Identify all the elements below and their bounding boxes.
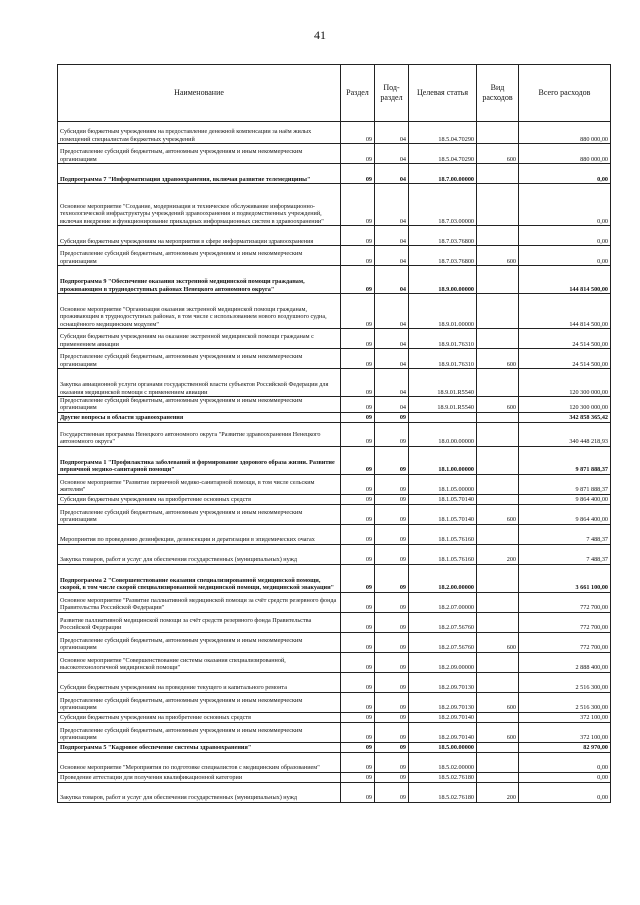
- row-subsection: 04: [375, 294, 409, 329]
- row-total: 9 864 400,00: [519, 494, 611, 504]
- row-name: Подпрограмма 1 "Профилактика заболеваний и формирование здорового образа жизни. Развитие первичной медико-санитарной помощи": [58, 446, 341, 474]
- table-row: [58, 422, 611, 446]
- row-target-article: 18.5.04.70290: [409, 144, 477, 164]
- row-section: 09: [341, 524, 375, 544]
- row-target-article: 18.0.00.00000: [409, 422, 477, 446]
- row-expense-kind: [477, 412, 519, 422]
- row-name: Предоставление субсидий бюджетным, автономным учреждениям и иным некоммерческим организациям: [58, 349, 341, 369]
- row-target-article: 18.1.05.70140: [409, 504, 477, 524]
- row-expense-kind: [477, 329, 519, 349]
- table-row: [58, 294, 611, 329]
- table-body: [58, 122, 611, 803]
- table-row: [58, 782, 611, 802]
- row-subsection: 04: [375, 122, 409, 144]
- row-target-article: 18.2.07.56760: [409, 632, 477, 652]
- row-target-article: 18.7.00.00000: [409, 164, 477, 184]
- row-total: 0,00: [519, 226, 611, 246]
- row-expense-kind: [477, 122, 519, 144]
- row-target-article: 18.1.05.76160: [409, 544, 477, 564]
- row-section: 09: [341, 782, 375, 802]
- row-total: 772 700,00: [519, 632, 611, 652]
- row-subsection: 04: [375, 226, 409, 246]
- table-row: [58, 592, 611, 612]
- row-name: Предоставление субсидий бюджетным, автономным учреждениям и иным некоммерческим организациям: [58, 397, 341, 413]
- row-expense-kind: [477, 564, 519, 592]
- row-section: 09: [341, 742, 375, 752]
- row-expense-kind: [477, 592, 519, 612]
- row-subsection: 09: [375, 412, 409, 422]
- row-section: 09: [341, 446, 375, 474]
- row-total: 9 864 400,00: [519, 504, 611, 524]
- row-total: 0,00: [519, 164, 611, 184]
- row-expense-kind: 600: [477, 144, 519, 164]
- row-section: 09: [341, 544, 375, 564]
- row-section: 09: [341, 672, 375, 692]
- row-target-article: [409, 412, 477, 422]
- row-expense-kind: 600: [477, 692, 519, 712]
- row-section: 09: [341, 722, 375, 742]
- row-expense-kind: [477, 266, 519, 294]
- table-row: [58, 412, 611, 422]
- row-section: 09: [341, 122, 375, 144]
- row-target-article: 18.9.01.R5540: [409, 369, 477, 397]
- row-target-article: 18.1.05.00000: [409, 474, 477, 494]
- row-target-article: 18.7.03.76800: [409, 246, 477, 266]
- row-name: Субсидии бюджетным учреждениям на приобретение основных средств: [58, 494, 341, 504]
- row-name: Субсидии бюджетным учреждениям на предоставление денежной компенсации за наём жилых помещений специалистам бюджетных учреждений: [58, 122, 341, 144]
- table-row: [58, 494, 611, 504]
- row-total: 0,00: [519, 772, 611, 782]
- row-name: Подпрограмма 9 "Обеспечение оказания экстренной медицинской помощи гражданам, проживающим в труднодоступных районах Ненецкого автономного округа": [58, 266, 341, 294]
- row-section: 09: [341, 266, 375, 294]
- row-section: 09: [341, 422, 375, 446]
- row-target-article: 18.1.00.00000: [409, 446, 477, 474]
- row-expense-kind: 600: [477, 397, 519, 413]
- row-name: Основное мероприятие "Создание, модернизация и техническое обслуживание информационно-технологической инфраструктуры учреждений здравоохранения и подведомственных учреждений, включая внедрение и функционирование прикладных информационных систем в здравоохранении": [58, 184, 341, 226]
- row-section: 09: [341, 592, 375, 612]
- row-expense-kind: 600: [477, 504, 519, 524]
- row-name: Основное мероприятие "Совершенствование системы оказания специализированной, высокотехнологичной медицинской помощи": [58, 652, 341, 672]
- row-subsection: 04: [375, 266, 409, 294]
- row-total: 372 100,00: [519, 712, 611, 722]
- row-total: 880 000,00: [519, 122, 611, 144]
- row-section: 09: [341, 772, 375, 782]
- row-name: Основное мероприятие "Развитие паллиативной медицинской помощи за счёт средств резервного фонда Правительства Российской Федерации": [58, 592, 341, 612]
- table-row: [58, 612, 611, 632]
- row-total: 24 514 500,00: [519, 349, 611, 369]
- row-name: Предоставление субсидий бюджетным, автономным учреждениям и иным некоммерческим организациям: [58, 632, 341, 652]
- row-subsection: 09: [375, 742, 409, 752]
- row-section: 09: [341, 632, 375, 652]
- row-section: 09: [341, 494, 375, 504]
- row-subsection: 04: [375, 397, 409, 413]
- row-subsection: 09: [375, 474, 409, 494]
- row-target-article: 18.5.04.70290: [409, 122, 477, 144]
- row-subsection: 09: [375, 612, 409, 632]
- row-expense-kind: [477, 294, 519, 329]
- row-section: 09: [341, 752, 375, 772]
- table-row: [58, 504, 611, 524]
- row-subsection: 09: [375, 544, 409, 564]
- row-total: 0,00: [519, 184, 611, 226]
- row-section: 09: [341, 692, 375, 712]
- row-total: 3 661 100,00: [519, 564, 611, 592]
- row-total: 342 858 365,42: [519, 412, 611, 422]
- row-subsection: 09: [375, 504, 409, 524]
- row-subsection: 04: [375, 246, 409, 266]
- table-row: [58, 144, 611, 164]
- header-section: Раздел: [341, 65, 375, 122]
- row-total: 9 871 888,37: [519, 474, 611, 494]
- table-row: [58, 246, 611, 266]
- row-subsection: 04: [375, 329, 409, 349]
- row-subsection: 09: [375, 712, 409, 722]
- row-expense-kind: [477, 474, 519, 494]
- row-total: 120 300 000,00: [519, 369, 611, 397]
- table-row: [58, 524, 611, 544]
- table-row: [58, 446, 611, 474]
- row-expense-kind: [477, 422, 519, 446]
- row-name: Основное мероприятие "Организация оказания экстренной медицинской помощи гражданам, проживающим в труднодоступных районах, в том числе с использованием нового воздушного судна, оснащённого медицинским модулем": [58, 294, 341, 329]
- row-subsection: 09: [375, 592, 409, 612]
- row-total: 0,00: [519, 246, 611, 266]
- row-total: 2 516 300,00: [519, 692, 611, 712]
- table-row: [58, 544, 611, 564]
- row-subsection: 09: [375, 422, 409, 446]
- table-row: [58, 722, 611, 742]
- row-target-article: 18.2.07.00000: [409, 592, 477, 612]
- row-target-article: 18.5.00.00000: [409, 742, 477, 752]
- row-total: 340 448 218,93: [519, 422, 611, 446]
- row-section: 09: [341, 164, 375, 184]
- row-name: Развитие паллиативной медицинской помощи за счёт средств резервного фонда Правительства Российской Федерации: [58, 612, 341, 632]
- row-expense-kind: [477, 612, 519, 632]
- header-subsection: Под- раздел: [375, 65, 409, 122]
- row-section: 09: [341, 474, 375, 494]
- table-row: [58, 164, 611, 184]
- row-name: Предоставление субсидий бюджетным, автономным учреждениям и иным некоммерческим организациям: [58, 692, 341, 712]
- row-subsection: 09: [375, 564, 409, 592]
- row-name: Закупка товаров, работ и услуг для обеспечения государственных (муниципальных) нужд: [58, 782, 341, 802]
- row-subsection: 09: [375, 692, 409, 712]
- row-name: Основное мероприятие "Мероприятия по подготовке специалистов с медицинским образованием": [58, 752, 341, 772]
- row-name: Субсидии бюджетным учреждениям на мероприятия в сфере информатизации здравоохранения: [58, 226, 341, 246]
- row-expense-kind: 200: [477, 782, 519, 802]
- row-target-article: 18.5.02.76180: [409, 782, 477, 802]
- budget-table: [57, 64, 611, 803]
- row-total: 880 000,00: [519, 144, 611, 164]
- row-name: Государственная программа Ненецкого автономного округа "Развитие здравоохранения Ненецкого автономного округа": [58, 422, 341, 446]
- row-subsection: 09: [375, 632, 409, 652]
- table-row: [58, 329, 611, 349]
- row-expense-kind: [477, 772, 519, 782]
- row-target-article: 18.9.01.00000: [409, 294, 477, 329]
- row-section: 09: [341, 349, 375, 369]
- row-total: 144 814 500,00: [519, 294, 611, 329]
- row-section: 09: [341, 294, 375, 329]
- table-row: [58, 712, 611, 722]
- row-expense-kind: 600: [477, 349, 519, 369]
- row-target-article: 18.9.01.R5540: [409, 397, 477, 413]
- row-subsection: 09: [375, 672, 409, 692]
- row-name: Подпрограмма 2 "Совершенствование оказания специализированной медицинской помощи, скорой, в том числе скорой специализированной медицинской помощи, медицинской эвакуации": [58, 564, 341, 592]
- row-subsection: 04: [375, 184, 409, 226]
- table-row: [58, 632, 611, 652]
- row-section: 09: [341, 226, 375, 246]
- row-target-article: 18.9.01.76310: [409, 349, 477, 369]
- row-subsection: 09: [375, 722, 409, 742]
- row-total: 24 514 500,00: [519, 329, 611, 349]
- row-target-article: 18.2.07.56760: [409, 612, 477, 632]
- row-section: 09: [341, 246, 375, 266]
- table-row: [58, 564, 611, 592]
- table-header-row: [58, 65, 611, 122]
- row-target-article: 18.1.05.70140: [409, 494, 477, 504]
- row-name: Закупка авиационной услуги органами государственной власти субъектов Российской Федерации для оказания медицинской помощи с применением авиации: [58, 369, 341, 397]
- page-number: 41: [314, 28, 326, 42]
- row-subsection: 09: [375, 782, 409, 802]
- row-section: 09: [341, 712, 375, 722]
- table-row: [58, 672, 611, 692]
- table-row: [58, 397, 611, 413]
- row-subsection: 04: [375, 164, 409, 184]
- table-row: [58, 652, 611, 672]
- row-total: 0,00: [519, 782, 611, 802]
- row-expense-kind: [477, 164, 519, 184]
- header-total: Всего расходов: [519, 65, 611, 122]
- table-row: [58, 349, 611, 369]
- row-section: 09: [341, 184, 375, 226]
- row-target-article: 18.2.09.70130: [409, 672, 477, 692]
- row-target-article: 18.1.05.76160: [409, 524, 477, 544]
- row-section: 09: [341, 564, 375, 592]
- row-subsection: 04: [375, 349, 409, 369]
- row-target-article: 18.5.02.00000: [409, 752, 477, 772]
- row-section: 09: [341, 612, 375, 632]
- row-expense-kind: 600: [477, 246, 519, 266]
- row-subsection: 09: [375, 524, 409, 544]
- row-expense-kind: [477, 524, 519, 544]
- row-total: 772 700,00: [519, 612, 611, 632]
- row-subsection: 09: [375, 772, 409, 782]
- header-name: Наименование: [58, 65, 341, 122]
- row-name: Другие вопросы в области здравоохранения: [58, 412, 341, 422]
- row-expense-kind: 600: [477, 632, 519, 652]
- row-expense-kind: [477, 672, 519, 692]
- row-target-article: 18.7.03.00000: [409, 184, 477, 226]
- row-name: Подпрограмма 7 "Информатизация здравоохранения, включая развитие телемедицины": [58, 164, 341, 184]
- row-name: Субсидии бюджетным учреждениям на проведение текущего и капитального ремонта: [58, 672, 341, 692]
- row-target-article: 18.9.00.00000: [409, 266, 477, 294]
- row-expense-kind: [477, 742, 519, 752]
- row-subsection: 09: [375, 446, 409, 474]
- row-total: 7 488,37: [519, 544, 611, 564]
- row-expense-kind: [477, 226, 519, 246]
- header-expense-kind: Вид расходов: [477, 65, 519, 122]
- table-row: [58, 369, 611, 397]
- row-expense-kind: [477, 652, 519, 672]
- row-total: 772 700,00: [519, 592, 611, 612]
- row-expense-kind: [477, 712, 519, 722]
- row-target-article: 18.2.09.70130: [409, 692, 477, 712]
- row-total: 0,00: [519, 752, 611, 772]
- table-row: [58, 752, 611, 772]
- row-expense-kind: 600: [477, 722, 519, 742]
- table-row: [58, 184, 611, 226]
- table-row: [58, 772, 611, 782]
- row-target-article: 18.2.00.00000: [409, 564, 477, 592]
- row-name: Основное мероприятие "Развитие первичной медико-санитарной помощи, в том числе сельским жителям": [58, 474, 341, 494]
- header-target-article: Целевая статья: [409, 65, 477, 122]
- row-expense-kind: 200: [477, 544, 519, 564]
- row-total: 82 970,00: [519, 742, 611, 752]
- row-target-article: 18.2.09.70140: [409, 712, 477, 722]
- row-expense-kind: [477, 752, 519, 772]
- row-subsection: 09: [375, 752, 409, 772]
- row-target-article: 18.2.09.70140: [409, 722, 477, 742]
- row-name: Субсидии бюджетным учреждениям на оказание экстренной медицинской помощи гражданам с применением авиации: [58, 329, 341, 349]
- row-section: 09: [341, 369, 375, 397]
- row-expense-kind: [477, 494, 519, 504]
- table-row: [58, 692, 611, 712]
- row-total: 2 888 400,00: [519, 652, 611, 672]
- table-row: [58, 226, 611, 246]
- row-subsection: 09: [375, 494, 409, 504]
- row-expense-kind: [477, 446, 519, 474]
- row-section: 09: [341, 397, 375, 413]
- row-total: 372 100,00: [519, 722, 611, 742]
- row-section: 09: [341, 504, 375, 524]
- table-row: [58, 266, 611, 294]
- row-target-article: 18.7.03.76800: [409, 226, 477, 246]
- row-name: Предоставление субсидий бюджетным, автономным учреждениям и иным некоммерческим организациям: [58, 722, 341, 742]
- table-row: [58, 742, 611, 752]
- row-target-article: 18.2.09.00000: [409, 652, 477, 672]
- row-total: 9 871 888,37: [519, 446, 611, 474]
- table-row: [58, 474, 611, 494]
- row-section: 09: [341, 144, 375, 164]
- row-subsection: 09: [375, 652, 409, 672]
- row-subsection: 04: [375, 369, 409, 397]
- row-name: Подпрограмма 5 "Кадровое обеспечение системы здравоохранения": [58, 742, 341, 752]
- row-target-article: 18.5.02.76180: [409, 772, 477, 782]
- row-expense-kind: [477, 369, 519, 397]
- row-total: 2 516 300,00: [519, 672, 611, 692]
- row-target-article: 18.9.01.76310: [409, 329, 477, 349]
- row-name: Закупка товаров, работ и услуг для обеспечения государственных (муниципальных) нужд: [58, 544, 341, 564]
- row-name: Предоставление субсидий бюджетным, автономным учреждениям и иным некоммерческим организациям: [58, 504, 341, 524]
- row-section: 09: [341, 329, 375, 349]
- row-total: 7 488,37: [519, 524, 611, 544]
- row-name: Предоставление субсидий бюджетным, автономным учреждениям и иным некоммерческим организациям: [58, 246, 341, 266]
- row-expense-kind: [477, 184, 519, 226]
- row-total: 120 300 000,00: [519, 397, 611, 413]
- row-name: Субсидии бюджетным учреждениям на приобретение основных средств: [58, 712, 341, 722]
- row-total: 144 814 500,00: [519, 266, 611, 294]
- row-subsection: 04: [375, 144, 409, 164]
- row-name: Проведение аттестации для получения квалификационной категории: [58, 772, 341, 782]
- table-row: [58, 122, 611, 144]
- row-name: Предоставление субсидий бюджетным, автономным учреждениям и иным некоммерческим организациям: [58, 144, 341, 164]
- row-section: 09: [341, 412, 375, 422]
- row-section: 09: [341, 652, 375, 672]
- row-name: Мероприятия по проведению дезинфекции, дезинсекции и дератизации в эпидемических очагах: [58, 524, 341, 544]
